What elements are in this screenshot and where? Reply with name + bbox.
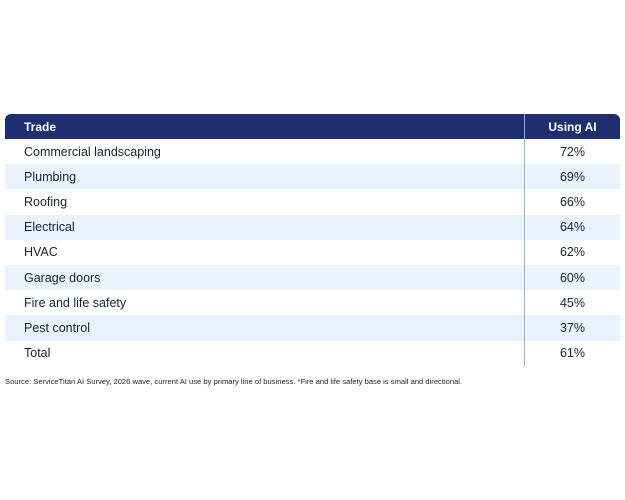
- table-row: [5, 164, 620, 189]
- table-row: [5, 189, 620, 214]
- using-ai-cell: 61%: [524, 341, 620, 366]
- table-row: [5, 315, 620, 340]
- ai-usage-table: [5, 114, 620, 366]
- table-row: [5, 240, 620, 265]
- table-row: [5, 290, 620, 315]
- header-using-ai: Using AI: [524, 114, 620, 139]
- using-ai-cell: 72%: [524, 139, 620, 164]
- trade-cell: Electrical: [24, 220, 75, 235]
- trade-cell: Plumbing: [24, 169, 77, 184]
- using-ai-cell: 60%: [524, 265, 620, 290]
- trade-cell: Fire and life safety: [24, 295, 127, 310]
- using-ai-cell: 62%: [524, 240, 620, 265]
- table-row: [5, 215, 620, 240]
- table-row: [5, 139, 620, 164]
- table-row: [5, 265, 620, 290]
- trade-cell: Roofing: [24, 194, 68, 209]
- using-ai-cell: 37%: [524, 315, 620, 340]
- using-ai-cell: 64%: [524, 215, 620, 240]
- trade-cell: Total: [24, 346, 51, 361]
- using-ai-cell: 45%: [524, 290, 620, 315]
- trade-cell: Pest control: [24, 320, 91, 335]
- trade-cell: Commercial landscaping: [24, 144, 161, 159]
- using-ai-cell: 69%: [524, 164, 620, 189]
- header-trade: Trade: [24, 119, 57, 134]
- using-ai-cell: 66%: [524, 189, 620, 214]
- source-note: Source: ServiceTitan AI Survey, 2026 wave, current AI use by primary line of business. *Fire and life safety base is small and directional.: [5, 377, 463, 386]
- trade-cell: HVAC: [24, 245, 58, 260]
- table-row-total: [5, 341, 620, 366]
- table-header: [5, 114, 620, 139]
- trade-cell: Garage doors: [24, 270, 101, 285]
